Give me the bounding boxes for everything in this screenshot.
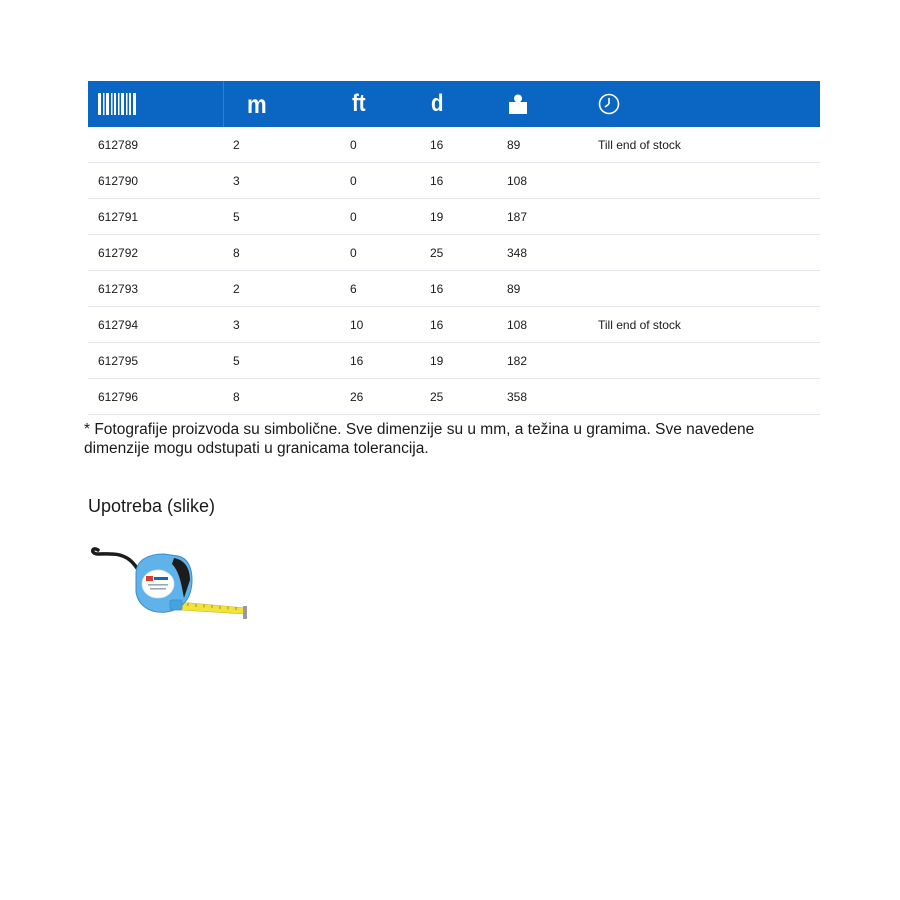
cell-availability — [588, 235, 820, 271]
cell-length-m: 2 — [223, 271, 340, 307]
header-availability — [588, 81, 820, 127]
table-body — [88, 127, 820, 415]
cell-width-d: 16 — [420, 127, 497, 163]
cell-article-number: 612793 — [88, 271, 223, 307]
cell-width-d: 19 — [420, 199, 497, 235]
cell-length-ft: 6 — [340, 271, 420, 307]
cell-article-number: 612794 — [88, 307, 223, 343]
table-row — [88, 307, 820, 343]
cell-article-number: 612791 — [88, 199, 223, 235]
cell-availability — [588, 343, 820, 379]
cell-weight: 108 — [497, 163, 588, 199]
tape-measure-image — [88, 540, 253, 630]
cell-availability — [588, 199, 820, 235]
cell-length-m: 3 — [223, 163, 340, 199]
header-m-label: m — [246, 89, 267, 119]
cell-article-number: 612792 — [88, 235, 223, 271]
cell-length-ft: 0 — [340, 235, 420, 271]
cell-length-m: 5 — [223, 199, 340, 235]
cell-weight: 182 — [497, 343, 588, 379]
cell-weight: 89 — [497, 127, 588, 163]
table-header-row — [88, 81, 820, 127]
header-d-label: d — [431, 90, 444, 117]
table-row — [88, 199, 820, 235]
cell-article-number: 612789 — [88, 127, 223, 163]
cell-availability — [588, 163, 820, 199]
table-row — [88, 271, 820, 307]
cell-weight: 358 — [497, 379, 588, 415]
cell-weight: 348 — [497, 235, 588, 271]
cell-article-number: 612796 — [88, 379, 223, 415]
cell-width-d: 25 — [420, 379, 497, 415]
cell-article-number: 612790 — [88, 163, 223, 199]
barcode-icon — [98, 93, 138, 115]
header-width-d — [420, 81, 497, 127]
product-spec-table — [88, 81, 820, 415]
cell-width-d: 16 — [420, 271, 497, 307]
header-length-m — [223, 81, 340, 127]
table-row — [88, 163, 820, 199]
cell-article-number: 612795 — [88, 343, 223, 379]
table-row — [88, 343, 820, 379]
header-length-ft — [340, 81, 420, 127]
cell-length-m: 8 — [223, 379, 340, 415]
cell-length-m: 3 — [223, 307, 340, 343]
cell-length-ft: 0 — [340, 127, 420, 163]
cell-availability — [588, 379, 820, 415]
table-row — [88, 127, 820, 163]
cell-length-m: 8 — [223, 235, 340, 271]
cell-length-ft: 16 — [340, 343, 420, 379]
cell-length-ft: 0 — [340, 199, 420, 235]
cell-length-ft: 0 — [340, 163, 420, 199]
header-weight — [497, 81, 588, 127]
cell-availability: Till end of stock — [588, 127, 820, 163]
table-row — [88, 379, 820, 415]
cell-length-ft: 10 — [340, 307, 420, 343]
cell-width-d: 16 — [420, 307, 497, 343]
clock-icon — [598, 93, 620, 115]
cell-availability — [588, 271, 820, 307]
cell-availability: Till end of stock — [588, 307, 820, 343]
cell-length-m: 5 — [223, 343, 340, 379]
cell-length-m: 2 — [223, 127, 340, 163]
dimensions-footnote: * Fotografije proizvoda su simbolične. Sve dimenzije su u mm, a težina u gramima. Sve navedene dimenzije mogu odstupati u granicama tolerancija. — [84, 421, 755, 457]
cell-weight: 89 — [497, 271, 588, 307]
table-row — [88, 235, 820, 271]
cell-width-d: 25 — [420, 235, 497, 271]
cell-length-ft: 26 — [340, 379, 420, 415]
header-ft-label: ft — [352, 90, 366, 117]
header-article-number — [88, 81, 223, 127]
weight-icon — [509, 94, 527, 114]
cell-weight: 108 — [497, 307, 588, 343]
usage-section-title: Upotreba (slike) — [88, 496, 216, 516]
cell-width-d: 16 — [420, 163, 497, 199]
cell-width-d: 19 — [420, 343, 497, 379]
cell-weight: 187 — [497, 199, 588, 235]
